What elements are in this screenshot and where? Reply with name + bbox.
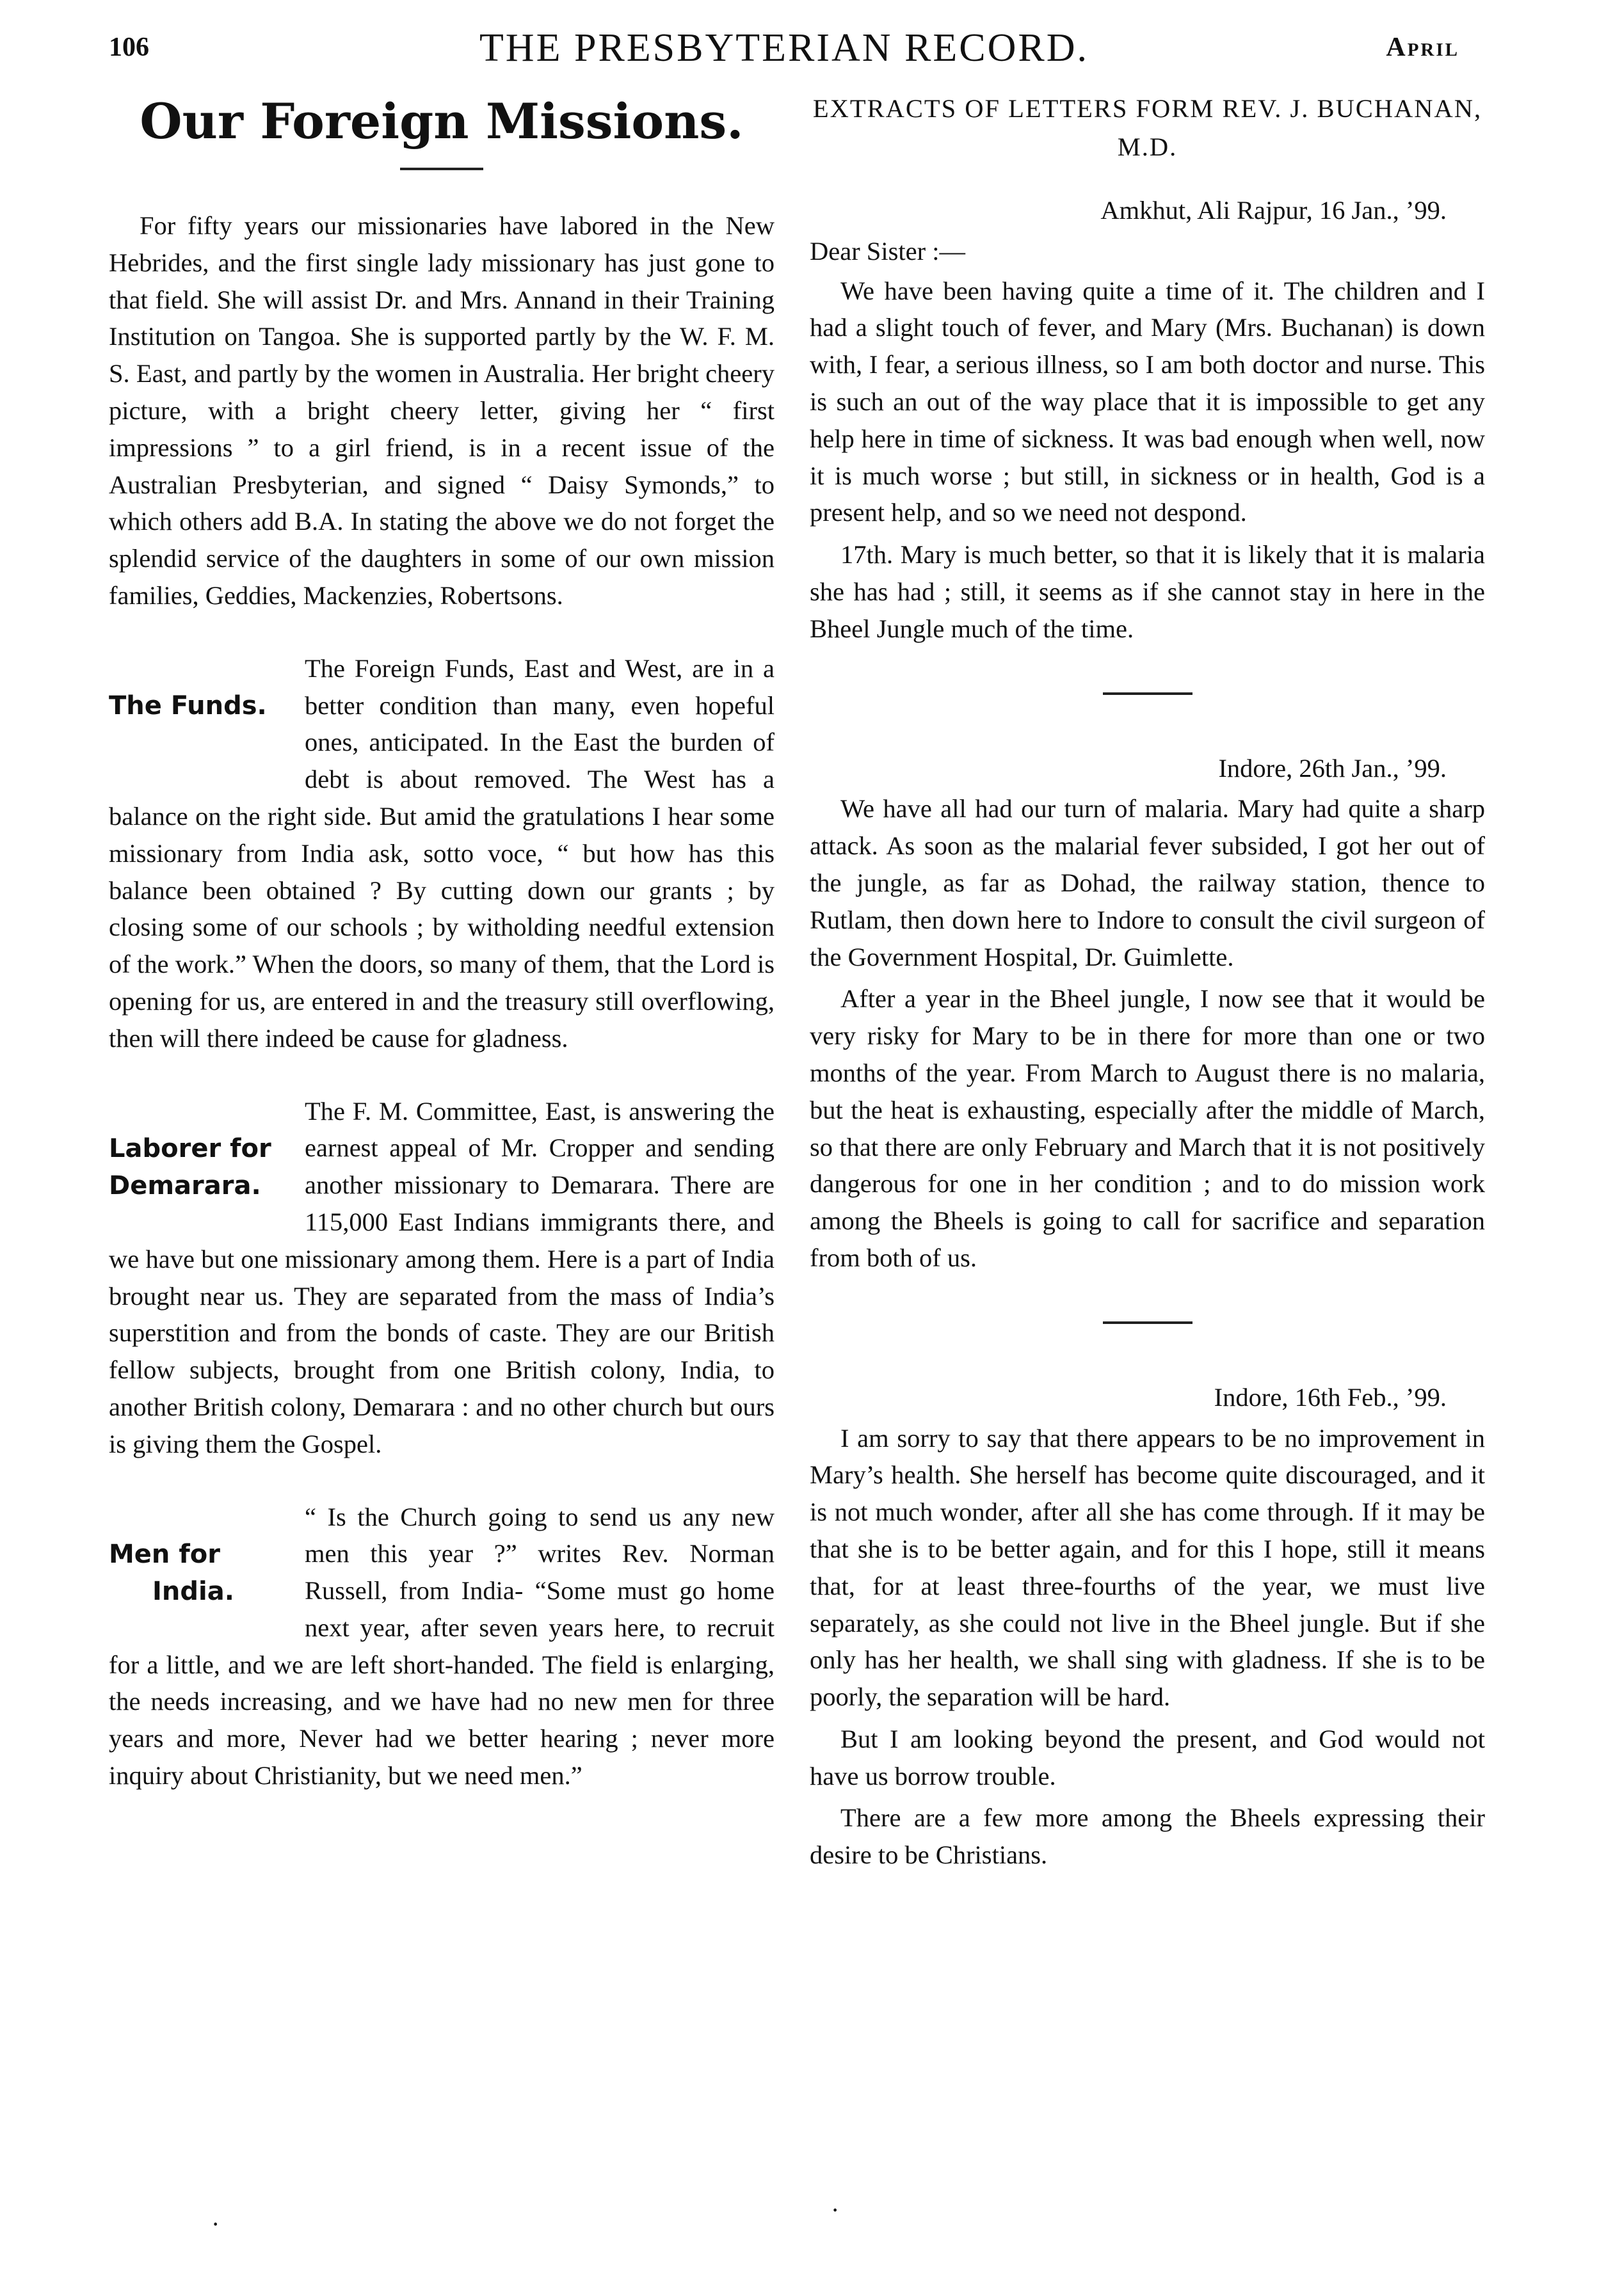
laborer-paragraph: The F. M. Committee, East, is answering the earnest appeal of Mr. Cropper and sending another missionary to Demarara. There are 115,000 East Indians immigrants there, and we have but one missionary among them. Here is a part of India brought near us. They are separated from the mass of India’s superstition and from the bonds of caste. They are our British fellow subjects, brought from one British colony, India, to another British colony, Demarara : and no other church but ours is giving them the Gospel.	[109, 1096, 775, 1458]
men-paragraph: “ Is the Church going to send us any new men this year ?” writes Rev. Norman Russell, from India- “Some must go home next year, after seven years here, to recruit for a little, and we are left short-handed. The field is enlarging, the needs increasing, and we have had no new men for three years and more, Never had we better hearing ; never more inquiry about Christianity, but we need men.”	[109, 1502, 775, 1790]
title-rule	[400, 168, 483, 170]
men-heading-line2: India.	[152, 1576, 234, 1606]
left-column	[109, 90, 775, 1794]
issue-month: April	[1386, 33, 1459, 62]
separator-rule	[1103, 1321, 1192, 1324]
laborer-item	[109, 1093, 775, 1463]
dateline: Indore, 16th Feb., ’99.	[1214, 1382, 1447, 1412]
letter-paragraph: After a year in the Bheel jungle, I now see that it would be very risky for Mary to be in there for more than one or two months of the year. From March to August there is no malaria, but the heat is exhausting, especially after the middle of March, so that there are only February and March that it is not positively dangerous for one in her condition ; and to do mission work among the Bheels is going to call for sacrifice and separation from both of us.	[810, 984, 1485, 1272]
letter-amkhut	[810, 192, 1485, 648]
salutation: Dear Sister :—	[810, 236, 965, 266]
letter-paragraph: I am sorry to say that there appears to be no improvement in Mary’s health. She herself has become quite discouraged, and it is not much wonder, after all she has come through. If it may be that she is to be better again, and for this I hope, still it means that, for at least three-fourths of the year, we must live separately, as she could not live in the Bheel jungle. But if she only has her health, we shall sing with gladness. If she is to be poorly, the separation will be hard.	[810, 1423, 1485, 1712]
letter-paragraph: We have all had our turn of malaria. Mary had quite a sharp attack. As soon as the malarial fever subsided, I got her out of the jungle, as far as Dohad, the railway station, thence to Rutlam, then down here to Indore to consult the civil surgeon of the Government Hospital, Dr. Guimlette.	[810, 794, 1485, 971]
men-heading-line1: Men for	[109, 1539, 220, 1569]
letters-heading: EXTRACTS OF LETTERS FORM REV. J. BUCHANAN, M.D.	[812, 94, 1482, 161]
print-speck: ·	[211, 2210, 220, 2238]
dateline: Indore, 26th Jan., ’99.	[1218, 753, 1447, 783]
men-item	[109, 1499, 775, 1794]
page-number: 106	[109, 33, 149, 62]
running-head	[109, 26, 1459, 77]
right-column	[810, 90, 1485, 1879]
letter-paragraph: 17th. Mary is much better, so that it is likely that it is malaria she has had ; still, it seems as if she cannot stay in here in the Bheel Jungle much of the time.	[810, 540, 1485, 643]
funds-side-heading	[109, 687, 301, 761]
laborer-heading-line2: Demarara.	[109, 1170, 261, 1200]
separator	[810, 653, 1485, 750]
letter-paragraph: There are a few more among the Bheels expressing their desire to be Christians.	[810, 1803, 1485, 1870]
men-side-heading	[109, 1536, 301, 1610]
letter-indore-jan	[810, 750, 1485, 1277]
print-speck: ·	[831, 2196, 840, 2224]
intro-paragraph: For fifty years our missionaries have labored in the New Hebrides, and the first single lady missionary has just gone to that field. She will assist Dr. and Mrs. Annand in their Training Institution on Tangoa. She is supported partly by the W. F. M. S. East, and partly by the women in Australia. Her bright cheery picture, with a bright cheery letter, giving her “ first impressions ” to a girl friend, is in a recent issue of the Australian Presbyterian, and signed “ Daisy Symonds,” to which others add B.A. In stating the above we do not forget the splendid service of the daughters in some of our own mission families, Geddies, Mackenzies, Robertsons.	[109, 211, 775, 610]
funds-paragraph: The Foreign Funds, East and West, are in a better condition than many, even hopeful ones, anticipated. In the East the burden of debt is about removed. The West has a balance on the right side. But amid the gratulations I hear some missionary from India ask, sotto voce, “ but how has this balance been obtained ? By cutting down our grants ; by closing some of our schools ; by witholding needful extension of the work.” When the doors, so many of them, that the Lord is opening for us, are entered in and the treasury still overflowing, then will there indeed be cause for gladness.	[109, 653, 775, 1053]
journal-title: THE PRESBYTERIAN RECORD.	[479, 26, 1089, 70]
separator	[810, 1282, 1485, 1379]
laborer-heading-line1: Laborer for	[109, 1133, 271, 1163]
letter-indore-feb	[810, 1379, 1485, 1874]
laborer-side-heading	[109, 1130, 301, 1204]
funds-item	[109, 650, 775, 1057]
section-title: Our Foreign Missions.	[140, 93, 744, 150]
dateline: Amkhut, Ali Rajpur, 16 Jan., ’99.	[1100, 196, 1447, 225]
separator-rule	[1103, 692, 1192, 695]
funds-heading-line: The Funds.	[109, 690, 267, 721]
letter-paragraph: But I am looking beyond the present, and God would not have us borrow trouble.	[810, 1724, 1485, 1790]
letter-paragraph: We have been having quite a time of it. The children and I had a slight touch of fever, and Mary (Mrs. Buchanan) is down with, I fear, a serious illness, so I am both doctor and nurse. This is such an out of the way place that it is impossible to get any help here in time of sickness. It was bad enough when well, now it is much worse ; but still, in sickness or in health, God is a present help, and so we need not despond.	[810, 276, 1485, 527]
